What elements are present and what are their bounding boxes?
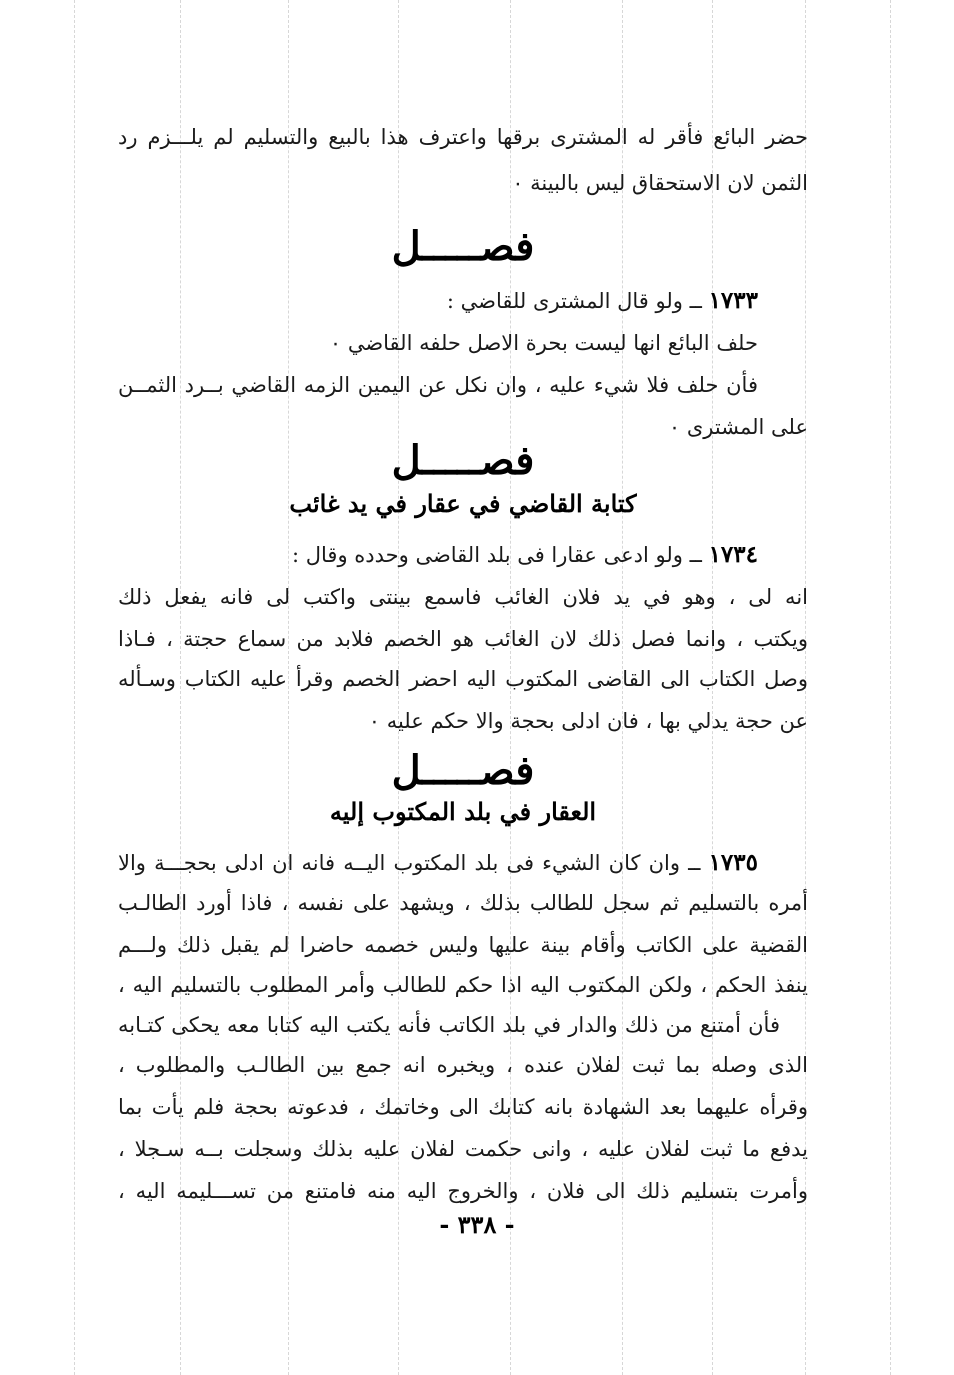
numbered-paragraph-line (118, 284, 758, 318)
text-line: حلف البائع انها ليست بحرة الاصل حلفه القاضي ٠ (329, 331, 758, 355)
text-line: وأمرت بتسليم ذلك الى فلان ، والخروج اليه منه فامتنع من تســـليمه اليه ، (118, 1179, 808, 1203)
section-heading-fasl: فصـــــل (391, 223, 535, 270)
text-line: يدفع ما ثبت لفلان عليه ، وانى حكمت لفلان عليه بذلك وسجلت بــه سـجلا ، (118, 1137, 808, 1161)
text-line: فأن حلف فلا شيء عليه ، وان نكل عن اليمين الزمه القاضي بــرد الثمــن (118, 373, 758, 397)
paragraph-text: ــ ولو ادعى عقارا فى بلد القاضى وحدده وقال : (292, 543, 709, 567)
paragraph-text: ــ وان كان الشيء فى بلد المكتوب اليــه فانه ان ادلى بحجـــة والا (118, 851, 709, 875)
scan-guide-line (890, 0, 891, 1375)
text-line: القضية على الكاتب وأقام بينة عليها وليس خصمه حاضرا لم يقبل ذلك ولـــم (118, 933, 808, 957)
text-line: الذى وصله بما ثبت لفلان عنده ، ويخبره انه جمع بين الطالـب والمطلوب ، (118, 1053, 808, 1077)
scan-guide-line (74, 0, 75, 1375)
text-line: ويكتب ، وانما فصل ذلك لان الغائب هو الخصم فلابد من سماع حجتة ، فـاذا (118, 627, 808, 651)
page-number: - ٣٣٨ - (439, 1210, 515, 1239)
section-heading-fasl: فصـــــل (391, 747, 535, 794)
paragraph-number: ١٧٣٥ (708, 849, 758, 876)
text-line: وصل الكتاب الى القاضى المكتوب اليه احضر الخصم وقرأ عليه الكتاب وسـأله (118, 667, 808, 691)
text-line: الثمن لان الاستحقاق ليس بالبينة ٠ (512, 171, 808, 195)
numbered-paragraph-line (118, 538, 758, 572)
text-line: على المشترى ٠ (668, 415, 808, 439)
paragraph-text: ــ ولو قال المشترى للقاضي : (446, 289, 709, 313)
numbered-paragraph-line (118, 846, 758, 880)
text-line: عن حجة يدلي بها ، فان ادلى بحجة والا حكم عليه ٠ (368, 709, 808, 733)
paragraph-number: ١٧٣٤ (708, 541, 758, 568)
text-line: فأن أمتنع من ذلك والدار في بلد الكاتب فأنه يكتب اليه كتابا معه يحكى كتـابه (118, 1013, 780, 1037)
text-line: أمره بالتسليم ثم سجل للطالب بذلك ، ويشهد على نفسه ، فاذا أورد الطالـب (118, 891, 808, 915)
text-line: ينفذ الحكم ، ولكن المكتوب اليه اذا حكم للطالب وأمر المطلوب بالتسليم اليه ، (118, 973, 808, 997)
text-line: انه لى ، وهو في يد فلان الغائب فاسمع بينتى واكتب لى فانه يفعل ذلك (118, 585, 808, 609)
paragraph-number: ١٧٣٣ (708, 287, 758, 314)
text-line: وقرأه عليهما بعد الشهادة بانه كتابك الى وخاتمك ، فدعوته بحجة فلم يأت بما (118, 1095, 808, 1119)
section-subtitle: العقار في بلد المكتوب إليه (329, 797, 597, 826)
section-subtitle: كتابة القاضي في عقار في يد غائب (289, 489, 637, 518)
text-line: حضر البائع فأقر له المشترى برقها واعترف هذا بالبيع والتسليم لم يلـــزم رد (118, 125, 808, 149)
section-heading-fasl: فصـــــل (391, 437, 535, 484)
